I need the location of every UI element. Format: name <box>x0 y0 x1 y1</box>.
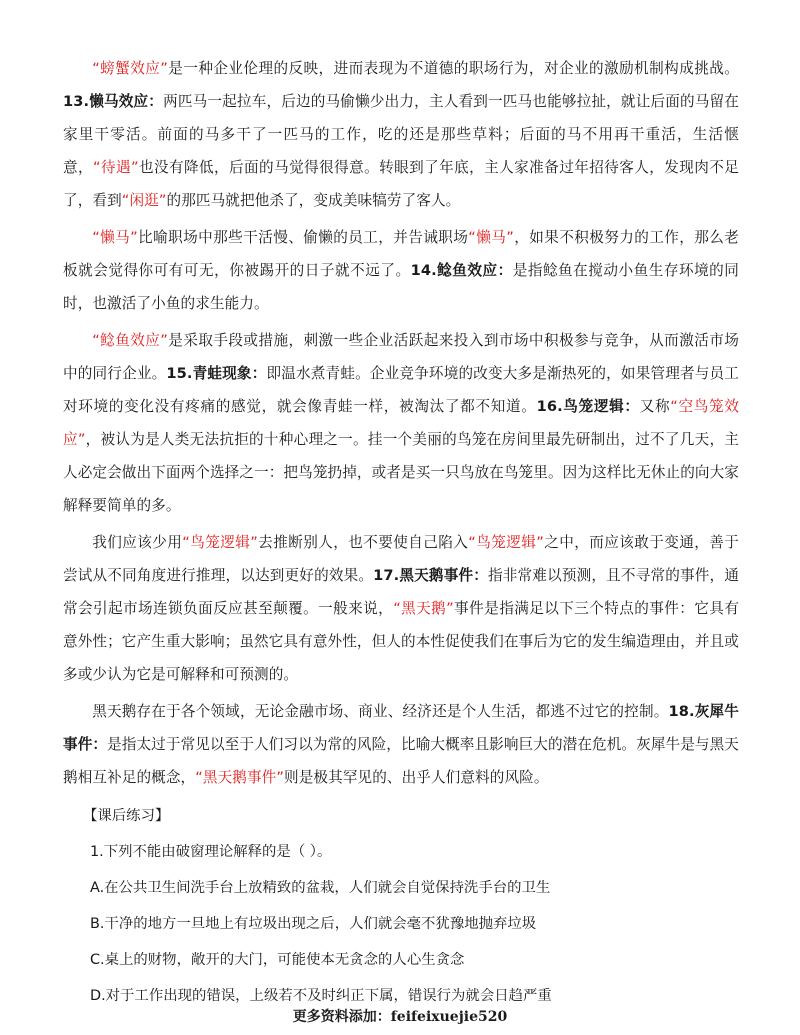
highlighted-term: “鸟笼逻辑” <box>182 534 258 551</box>
section-heading: 16.鸟笼逻辑： <box>536 398 640 415</box>
text-run: 之中，而应该敢于变通，善于尝试从不同角度进行推理，以达到更好的效果。 <box>63 534 739 584</box>
option-a: A.在公共卫生间洗手台上放精致的盆栽，人们就会自觉保持洗手台的卫生 <box>90 880 551 896</box>
text-run: 比喻职场中那些干活慢、偷懒的员工，并告诫职场 <box>137 229 469 246</box>
section-heading: 15.青蛙现象： <box>166 365 267 382</box>
highlighted-term: “闲逛” <box>121 192 167 209</box>
highlighted-term: “懒马” <box>468 229 514 246</box>
text-run: 去推断别人，也不要使自己陷入 <box>257 534 469 551</box>
text-run: ，被认为是人类无法抗拒的十种心理之一。挂一个美丽的鸟笼在房间里最先研制出，过不了几天，主人必定会做出下面两个选择之一：把鸟笼扔掉，或者是买一只鸟放在鸟笼里。因为这样比无休止的向大家解释要简单的多。 <box>63 431 739 514</box>
text-run: 是采取手段或措施，刺激一些企业活跃起来投入到市场中积极参与竞争，从而激活市场中的同行企业。 <box>63 332 739 382</box>
exercise-question: 1.下列不能由破窗理论解释的是（ ）。 <box>90 844 332 860</box>
highlighted-term: “鲶鱼效应” <box>92 332 168 349</box>
text-run: 指非常难以预测，且不寻常的事件，通常会引起市场连锁负面反应甚至颠覆。一般来说， <box>63 567 739 617</box>
highlighted-term: “懒马” <box>92 229 138 246</box>
document-body <box>63 52 739 1014</box>
highlighted-term: “黑天鹅事件” <box>195 769 285 786</box>
highlighted-term: “螃蟹效应” <box>92 60 168 77</box>
section-heading: 18.灰犀牛事件： <box>63 703 740 753</box>
text-run: 两匹马一起拉车，后边的马偷懒少出力，主人看到一匹马也能够拉扯，就让后面的马留在家里干零活。前面的马多干了一匹马的工作，吃的还是那些草料；后面的马不用再干重活，生活惬意， <box>63 93 739 176</box>
highlighted-term: “待遇” <box>93 159 139 176</box>
footer-contact: 更多资料添加：feifeixuejie520 <box>292 1009 508 1025</box>
text-run: 的那匹马就把他杀了，变成美味犒劳了客人。 <box>166 192 461 209</box>
highlighted-term: “黑天鹅” <box>393 600 454 617</box>
paragraph-1 <box>63 52 739 217</box>
exercise-header: 【课后练习】 <box>83 808 170 824</box>
option-b: B.干净的地方一旦地上有垃圾出现之后，人们就会毫不犹豫地抛弃垃圾 <box>90 916 537 932</box>
highlighted-term: “空鸟笼效应” <box>63 398 740 448</box>
paragraph-4 <box>63 526 739 691</box>
paragraph-2 <box>63 221 739 320</box>
exercise-section <box>63 798 739 1014</box>
text-run: 又称 <box>639 398 671 415</box>
text-run: ，如果不积极努力的工作，那么老板就会觉得你可有可无，你被踢开的日子就不远了。 <box>63 229 739 279</box>
text-run: 即温水煮青蛙。企业竞争环境的改变大多是渐热死的，如果管理者与员工对环境的变化没有疼痛的感觉，就会像青蛙一样，被淘汰了都不知道。 <box>63 365 740 415</box>
text-run: 事件是指满足以下三个特点的事件：它具有意外性；它产生重大影响；虽然它具有意外性，但人的本性促使我们在事后为它的发生编造理由，并且或多或少认为它是可解释和可预测的。 <box>63 600 740 683</box>
text-run: 是指鲶鱼在搅动小鱼生存环境的同时，也激活了小鱼的求生能力。 <box>63 262 739 312</box>
option-d: D.对于工作出现的错误，上级若不及时纠正下属，错误行为就会日趋严重 <box>90 988 552 1004</box>
text-run: 是指太过于常见以至于人们习以为常的风险，比喻大概率且影响巨大的潜在危机。灰犀牛是与黑天鹅相互补足的概念， <box>63 736 739 786</box>
highlighted-term: “鸟笼逻辑” <box>468 534 544 551</box>
paragraph-5 <box>63 695 739 794</box>
section-heading: 13.懒马效应： <box>63 93 164 110</box>
text-run: 是一种企业伦理的反映，进而表现为不道德的职场行为，对企业的激励机制构成挑战。 <box>167 60 739 77</box>
option-c: C.桌上的财物，敞开的大门，可能使本无贪念的人心生贪念 <box>90 952 465 968</box>
text-run: 我们应该少用 <box>92 534 183 551</box>
section-heading: 14.鲶鱼效应： <box>410 262 513 279</box>
text-run: 黑天鹅存在于各个领域，无论金融市场、商业、经济还是个人生活，都逃不过它的控制。 <box>92 703 669 720</box>
text-run: 也没有降低，后面的马觉得很得意。转眼到了年底，主人家准备过年招待客人，发现肉不足了，看到 <box>63 159 739 209</box>
section-heading: 17.黑天鹅事件： <box>373 567 488 584</box>
paragraph-3 <box>63 324 739 522</box>
text-run: 则是极其罕见的、出乎人们意料的风险。 <box>284 769 549 786</box>
